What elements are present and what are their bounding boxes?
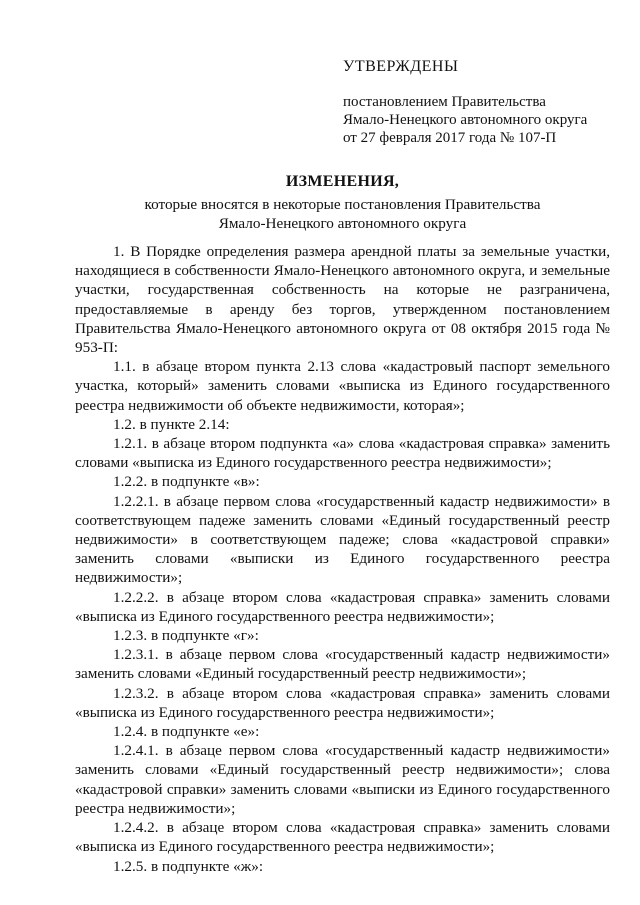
approval-line: от 27 февраля 2017 года № 107-П — [343, 130, 557, 146]
document-heading — [75, 172, 610, 233]
paragraph: 1.2.1. в абзаце втором подпункта «а» слова «кадастровая справка» заменить словами «выписка из Единого государственного реестра недвижимости»; — [75, 435, 610, 472]
paragraph: 1.2.3.2. в абзаце втором слова «кадастровая справка» заменить словами «выписка из Единого государственного реестра недвижимости»; — [75, 684, 610, 721]
paragraph: 1.2.4.2. в абзаце втором слова «кадастровая справка» заменить словами «выписка из Единого государственного реестра недвижимости»; — [75, 819, 610, 856]
paragraph: 1.2.3. в подпункте «г»: — [113, 627, 259, 645]
paragraph: 1.2.4.1. в абзаце первом слова «государственный кадастр недвижимости» заменить словами «Единый государственный реестр недвижимости»; слова «кадастровой справки» заменить словами «выписки из Единого государственного реестра недвижимости»; — [75, 742, 610, 817]
approval-line: постановлением Правительства — [343, 94, 546, 110]
document-title: ИЗМЕНЕНИЯ, — [285, 173, 400, 190]
document-subtitle: Ямало-Ненецкого автономного округа — [218, 215, 467, 232]
approval-block — [343, 58, 628, 147]
paragraph: 1. В Порядке определения размера арендной платы за земельные участки, находящиеся в собственности Ямало-Ненецкого автономного округа, и земельные участки, государственная собственность на которые не разграничена, предоставляемые в аренду без торгов, утвержденном постановлением Правительства Ямало-Ненецкого автономного округа от 08 октября 2015 года № 953-П: — [75, 243, 610, 357]
paragraph: 1.2. в пункте 2.14: — [113, 415, 230, 433]
paragraph: 1.2.5. в подпункте «ж»: — [113, 857, 264, 875]
document-body — [75, 242, 610, 876]
approval-line: Ямало-Ненецкого автономного округа — [343, 112, 588, 128]
paragraph: 1.2.2.1. в абзаце первом слова «государственный кадастр недвижимости» в соответствующем падеже заменить словами «Единый государственный реестр недвижимости» в соответствующем падеже; слова «кадастровой справки» заменить словами «выписки из Единого государственного реестра недвижимости»; — [75, 492, 610, 587]
document-subtitle: которые вносятся в некоторые постановления Правительства — [144, 196, 541, 213]
paragraph: 1.1. в абзаце втором пункта 2.13 слова «кадастровый паспорт земельного участка, который» заменить словами «выписка из Единого государственного реестра недвижимости об объекте недвижимости, которая»; — [75, 358, 610, 414]
paragraph: 1.2.2.2. в абзаце втором слова «кадастровая справка» заменить словами «выписка из Единого государственного реестра недвижимости»; — [75, 588, 610, 625]
paragraph: 1.2.4. в подпункте «е»: — [113, 723, 260, 741]
paragraph: 1.2.2. в подпункте «в»: — [113, 473, 260, 491]
paragraph: 1.2.3.1. в абзаце первом слова «государственный кадастр недвижимости» заменить словами «Единый государственный реестр недвижимости»; — [75, 646, 610, 683]
approval-title: УТВЕРЖДЕНЫ — [343, 58, 459, 75]
